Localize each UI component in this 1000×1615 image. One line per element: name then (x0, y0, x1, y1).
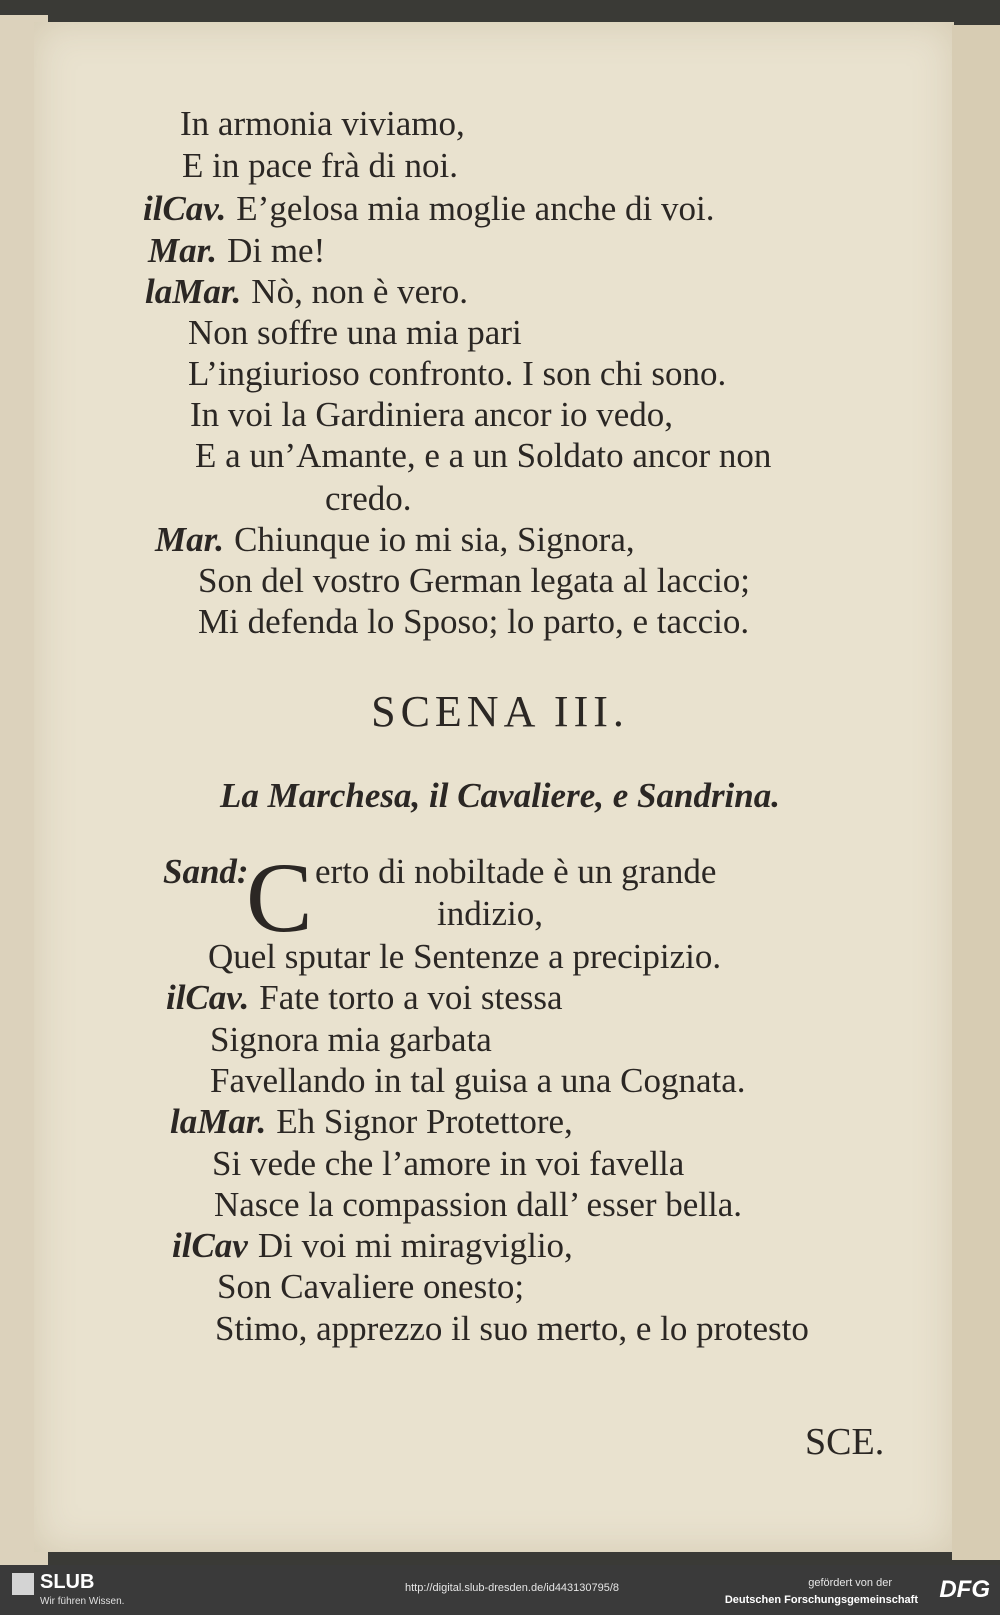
source-url[interactable]: http://digital.slub-dresden.de/id443130795/8 (405, 1582, 620, 1594)
text-line: ilCav Di voi mi miragviglio, (172, 1226, 573, 1265)
text-line: ilCav. Fate torto a voi stessa (166, 978, 563, 1017)
text-line: Quel sputar le Sentenze a precipizio. (208, 937, 722, 976)
text-line: Signora mia garbata (210, 1020, 492, 1059)
slub-logo-icon (12, 1573, 34, 1595)
text-line: L’ingiurioso confronto. I son chi sono. (188, 354, 727, 393)
text-line: Mi defenda lo Sposo; lo parto, e taccio. (198, 602, 750, 641)
text-line: ilCav. E’gelosa mia moglie anche di voi. (143, 189, 715, 228)
dfg-logo: DFG (939, 1576, 990, 1603)
catchword: SCE. (805, 1421, 885, 1463)
text-line: Mar. Di me! (148, 231, 326, 270)
speaker-label: ilCav. (166, 978, 250, 1017)
text-line: Son Cavaliere onesto; (217, 1267, 525, 1306)
text-line: Stimo, apprezzo il suo merto, e lo protesto (215, 1309, 809, 1348)
text-line: credo. (325, 479, 412, 518)
speaker-label: Mar. (148, 231, 218, 270)
text-line: Non soffre una mia pari (188, 313, 522, 352)
speaker-label: ilCav. (143, 189, 227, 228)
funding-line-1: gefördert von der (808, 1577, 892, 1589)
text-line: Favellando in tal guisa a una Cognata. (210, 1061, 746, 1100)
speaker-label: Mar. (155, 520, 225, 559)
speaker-label: laMar. (145, 272, 242, 311)
text-line: In voi la Gardiniera ancor io vedo, (190, 395, 674, 434)
speaker-label: ilCav (172, 1226, 248, 1265)
text-line: laMar. Eh Signor Protettore, (170, 1102, 573, 1141)
text-line (163, 852, 259, 892)
text-line: erto di nobiltade è un grande (315, 852, 717, 891)
text-line: laMar. Nò, non è vero. (145, 272, 469, 311)
text-line: Son del vostro German legata al laccio; (198, 561, 751, 600)
text-line: Nasce la compassion dall’ esser bella. (214, 1185, 743, 1224)
text-line: In armonia viviamo, (180, 104, 465, 143)
text-line: E in pace frà di noi. (182, 146, 459, 185)
footer-bar (0, 1565, 1000, 1615)
drop-cap: C (246, 842, 313, 953)
slub-tagline: Wir führen Wissen. (40, 1596, 125, 1607)
scene-title: SCENA III. (371, 687, 629, 736)
text-line: Si vede che l’amore in voi favella (212, 1144, 685, 1183)
text-line: Mar. Chiunque io mi sia, Signora, (155, 520, 635, 559)
speaker-label: Sand: (163, 852, 249, 891)
slub-logo-text: SLUB (40, 1571, 95, 1593)
funding-line-2: Deutschen Forschungsgemeinschaft (724, 1594, 918, 1606)
text-line: E a un’Amante, e a un Soldato ancor non (195, 436, 772, 475)
text-line: indizio, (437, 894, 543, 933)
cast-list: La Marchesa, il Cavaliere, e Sandrina. (219, 776, 781, 815)
speaker-label: laMar. (170, 1102, 267, 1141)
